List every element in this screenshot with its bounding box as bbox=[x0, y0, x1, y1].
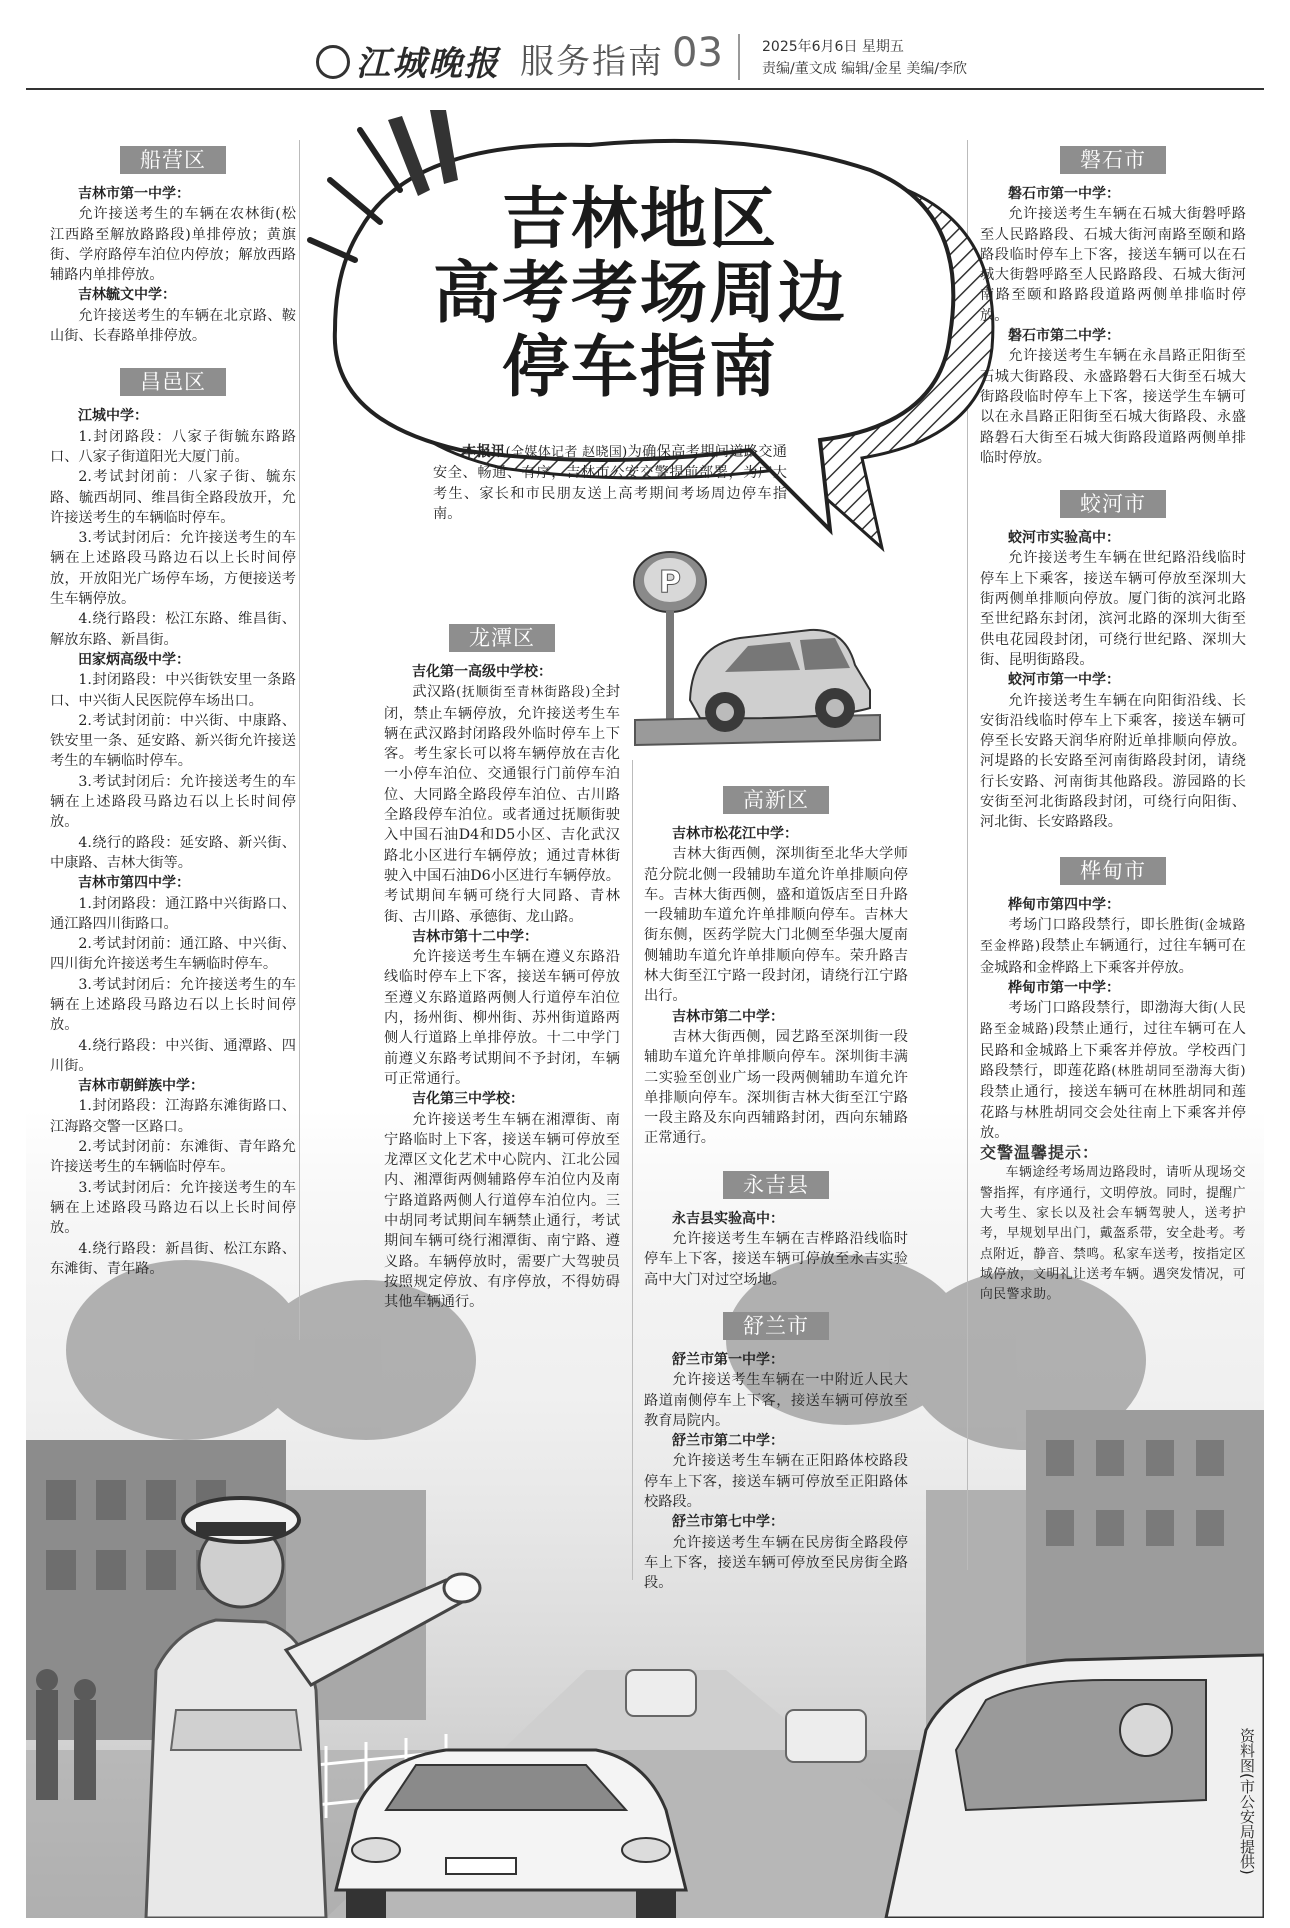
page-headline bbox=[360, 182, 920, 404]
lede-paragraph bbox=[433, 442, 787, 524]
paragraph: 允许接送考生车辆在永昌路正阳街至石城大街路段、永盛路磐石大街至石城大街路段临时停车上下客，接送学生车辆可以在永昌路正阳街至石城大街路段、永盛路磐石大街至石城大街路段道路两侧单排临时停放。 bbox=[980, 348, 1246, 466]
paragraph: 3.考试封闭后：允许接送考生的车辆在上述路段马路边石以上长时间停放，开放阳光广场停车场，方便接送考生车辆停放。 bbox=[50, 530, 296, 608]
school-heading: 蛟河市第一中学： bbox=[1008, 672, 1120, 689]
column-center-right bbox=[644, 786, 908, 1594]
logo-emblem-icon bbox=[316, 45, 350, 79]
paragraph: 3.考试封闭后：允许接送考生的车辆在上述路段马路边石以上长时间停放。 bbox=[50, 976, 296, 1034]
paragraph-note: (抚顺街至青林街路段) bbox=[456, 685, 591, 701]
paragraph bbox=[384, 682, 620, 927]
paragraph-text: 段禁止通行，接送车辆可在林胜胡同和莲花路与林胜胡同交会处往南上下乘客并停放。 bbox=[980, 1084, 1246, 1141]
school-heading: 磐石市第二中学： bbox=[1008, 328, 1120, 345]
paragraph: 3.考试封闭后：允许接送考生的车辆在上述路段马路边石以上长时间停放。 bbox=[50, 773, 296, 831]
traffic-police-tip-title: 交警温馨提示： bbox=[980, 1143, 1100, 1163]
paragraph: 2.考试封闭前：通江路、中兴街、四川街允许接送考生车辆临时停车。 bbox=[50, 936, 296, 973]
school-heading: 桦甸市第四中学： bbox=[1008, 896, 1120, 913]
paragraph-text: 考场门口路段禁行，即长胜街 bbox=[1008, 916, 1200, 933]
paragraph: 1.封闭路段：江海路东滩街路口、江海路交警一区路口。 bbox=[50, 1098, 296, 1135]
editor-credits: 责编/董文成 编辑/金星 美编/李欣 bbox=[762, 61, 968, 77]
paragraph: 允许接送考生车辆在世纪路沿线临时停车上下乘客，接送车辆可停放至深圳大街两侧单排顺向停放。厦门街的滨河北路至世纪路东封闭，滨河北路的深圳大街至供电花园段封闭，可绕行世纪路、深圳大街、昆明街路段。 bbox=[980, 550, 1246, 668]
district-gaoxin: 高新区 bbox=[723, 786, 829, 814]
logo-text: 江城晚报 bbox=[356, 44, 500, 84]
paragraph: 允许接送考生车辆在一中附近人民大路道南侧停车上下客，接送车辆可停放至教育局院内。 bbox=[644, 1372, 908, 1429]
paragraph: 允许接送考生车辆在湘潭街、南宁路临时上下客，接送车辆可停放至龙潭区文化艺术中心院内、江北公园内、湘潭街两侧辅路停车泊位内及南宁路道路两侧人行道停车泊位内。三中胡同考试期间车辆禁止通行，考试期间车辆可绕行湘潭街、南宁路、遵义路。车辆停放时，需要广大驾驶员按照规定停放、有序停放，不得妨碍其他车辆通行。 bbox=[384, 1111, 620, 1311]
column-right bbox=[980, 146, 1246, 1306]
paragraph bbox=[980, 998, 1246, 1143]
paragraph: 4.绕行的路段：延安路、新兴街、中康路、吉林大街等。 bbox=[50, 834, 296, 871]
school-heading: 吉林市第二中学： bbox=[672, 1008, 784, 1025]
school-heading: 桦甸市第一中学： bbox=[1008, 979, 1120, 996]
paragraph-note: (人民路至金城路) bbox=[980, 1001, 1246, 1038]
paragraph: 吉林大街西侧，园艺路至深圳街一段辅助车道允许单排顺向停车。深圳街丰满二实验至创业广场一段两侧辅助车道允许单排顺向停车。深圳街吉林大街至江宁路一段主路及东向西辅路封闭，西向东辅路正常通行。 bbox=[644, 1028, 908, 1147]
paragraph-note: (林胜胡同至渤海大街) bbox=[1111, 1063, 1246, 1079]
paragraph: 1.封闭路段：八家子街毓东路路口、八家子街道阳光大厦门前。 bbox=[50, 428, 296, 465]
lede-text: 为确保高考期间道路交通安全、畅通、有序，吉林市公安交警提前部署，为广大考生、家长和市民朋友送上高考期间考场周边停车指南。 bbox=[433, 444, 787, 522]
paragraph-text: 武汉路 bbox=[412, 684, 457, 701]
school-heading: 吉林市第四中学： bbox=[78, 875, 190, 892]
school-heading: 田家炳高级中学： bbox=[78, 651, 190, 668]
parking-p-icon: P bbox=[659, 565, 681, 600]
paragraph: 吉林大街西侧，深圳街至北华大学师范分院北侧一段辅助车道允许单排顺向停车。吉林大街西侧，盛和道饭店至日升路一段辅助车道允许单排顺向停车。吉林大街东侧，医药学院大门北侧至华强大厦南侧辅助车道允许单排顺向停车。荣升路吉林大街至江宁路一段封闭，请绕行江宁路出行。 bbox=[644, 846, 908, 1005]
school-heading: 舒兰市第二中学： bbox=[672, 1433, 784, 1450]
paragraph: 允许接送考生车辆在正阳路体校路段停车上下客，接送车辆可停放至正阳路体校路段。 bbox=[644, 1453, 908, 1511]
school-heading: 江城中学： bbox=[78, 408, 148, 425]
school-heading: 舒兰市第一中学： bbox=[672, 1351, 784, 1368]
school-heading: 吉化第三中学校： bbox=[412, 1091, 524, 1108]
school-heading: 吉林市松花江中学： bbox=[672, 826, 798, 842]
lede-byline: (全媒体记者 赵晓国) bbox=[505, 445, 628, 460]
masthead bbox=[0, 0, 1290, 92]
paragraph: 允许接送考生车辆在遵义东路沿线临时停车上下客，接送车辆可停放至遵义东路道路两侧人行道停车泊位内，扬州街、柳州街、苏州街道路两侧人行道路上单排停放。十二中学门前遵义东路考试期间不予封闭，车辆可正常通行。 bbox=[384, 949, 620, 1087]
paragraph: 2.考试封闭前：东滩街、青年路允许接送考生的车辆临时停车。 bbox=[50, 1139, 296, 1176]
paragraph: 4.绕行路段：松江东路、维昌街、解放东路、新昌街。 bbox=[50, 611, 296, 648]
paragraph: 4.绕行路段：新昌街、松江东路、东滩街、青年路。 bbox=[50, 1240, 296, 1277]
district-longtan: 龙潭区 bbox=[449, 624, 555, 652]
issue-date: 2025年6月6日 星期五 bbox=[762, 39, 904, 55]
paragraph: 2.考试封闭前：中兴街、中康路、铁安里一条、延安路、新兴街允许接送考生的车辆临时停车。 bbox=[50, 712, 296, 770]
paragraph-text: 段禁止通行，过往车辆可在人民路和金城路上下乘客并停放。学校西门路段禁行，即莲花路 bbox=[980, 1021, 1246, 1079]
page-number: 03 bbox=[672, 30, 723, 76]
school-heading: 蛟河市实验高中： bbox=[1008, 530, 1120, 547]
paragraph: 4.绕行路段：中兴街、通潭路、四川街。 bbox=[50, 1037, 296, 1074]
headline-line-1: 吉林地区 bbox=[502, 180, 778, 258]
school-heading: 吉林市朝鲜族中学： bbox=[78, 1078, 204, 1095]
district-panshi: 磐石市 bbox=[1060, 146, 1166, 174]
school-heading: 磐石市第一中学： bbox=[1008, 186, 1120, 202]
column-left bbox=[50, 146, 296, 1279]
column-rule bbox=[632, 760, 633, 1580]
lede-lead: 本报讯 bbox=[462, 444, 506, 460]
paragraph: 1.封闭路段：通江路中兴街路口、通江路四川街路口。 bbox=[50, 895, 296, 932]
district-huadian: 桦甸市 bbox=[1060, 857, 1166, 885]
district-shulan: 舒兰市 bbox=[723, 1312, 829, 1340]
masthead-divider bbox=[738, 34, 740, 80]
paragraph: 允许接送考生车辆在吉桦路沿线临时停车上下客，接送车辆可停放至永吉实验高中大门对过空场地。 bbox=[644, 1231, 908, 1288]
masthead-rule bbox=[26, 88, 1264, 90]
column-longtan bbox=[384, 624, 620, 1313]
paragraph-text: 段禁止车辆通行，过往车辆可在金城路和金桦路上下乘客并停放。 bbox=[980, 938, 1246, 976]
school-heading: 吉林市第十二中学： bbox=[412, 928, 538, 945]
school-heading: 吉林毓文中学： bbox=[78, 287, 176, 304]
newspaper-logo bbox=[316, 36, 502, 84]
paragraph: 3.考试封闭后：允许接送考生的车辆在上述路段马路边石以上长时间停放。 bbox=[50, 1179, 296, 1237]
traffic-police-tip-text: 车辆途经考场周边路段时，请听从现场交警指挥，有序通行，文明停放。同时，提醒广大考生、家长以及社会车辆驾驶人，送考护考，早规划早出门，戴盔系带，安全赴考。考点附近，静音、禁鸣。私家车送考，按指定区域停放，文明礼让送考车辆。遇突发情况，可向民警求助。 bbox=[980, 1165, 1246, 1303]
school-heading: 吉化第一高级中学校： bbox=[412, 664, 552, 680]
headline-line-3: 停车指南 bbox=[502, 328, 778, 406]
district-jiaohe: 蛟河市 bbox=[1060, 490, 1166, 518]
school-heading: 舒兰市第七中学： bbox=[672, 1514, 784, 1531]
paragraph: 允许接送考生的车辆在北京路、鞍山街、长春路单排停放。 bbox=[50, 307, 296, 345]
section-name: 服务指南 bbox=[520, 42, 664, 82]
district-changyi: 昌邑区 bbox=[120, 368, 226, 396]
paragraph-note: (金城路至金桦路) bbox=[980, 917, 1246, 955]
paragraph bbox=[980, 915, 1246, 978]
paragraph: 1.封闭路段：中兴街铁安里一条路口、中兴街人民医院停车场出口。 bbox=[50, 672, 296, 709]
paragraph-text: 考场门口路段禁行，即渤海大街 bbox=[1008, 1000, 1214, 1017]
school-heading: 永吉县实验高中： bbox=[672, 1210, 784, 1227]
paragraph-text: 全封闭，禁止车辆停放，允许接送考生车辆在武汉路封闭路段外临时停车上下客。考生家长可以将车辆停放在吉化一小停车泊位、交通银行门前停车泊位、大同路全路段停车泊位、古川路全路段停车泊位。或者通过抚顺街驶入中国石油D4和D5小区、吉化武汉路北小区进行车辆停放；通过青林街驶入中国石油D6小区进行车辆停放。考试期间车辆可绕行大同路、青林街、古川路、承德街、龙山路。 bbox=[384, 684, 620, 925]
paragraph: 允许接送考生车辆在向阳街沿线、长安街沿线临时停车上下乘客，接送车辆可停至长安路天润华府附近单排顺向停放。河堤路的长安路至河南街路段封闭，请绕行长安路、河南街其他路段。游园路的长安街至河北街路段封闭，可绕行向阳街、河北街、长安路路段。 bbox=[980, 692, 1246, 831]
paragraph: 允许接送考生车辆在民房街全路段停车上下客，接送车辆可停放至民房街全路段。 bbox=[644, 1534, 908, 1592]
parking-car-illustration bbox=[630, 550, 890, 760]
paragraph: 允许接送考生车辆在石城大街磐呼路至人民路路段、石城大街河南路至颐和路路段临时停车上下客，接送车辆可以在石城大街磐呼路至人民路路段、石城大街河南路至颐和路路段道路两侧单排临时停放。 bbox=[980, 206, 1246, 324]
district-yongji: 永吉县 bbox=[723, 1171, 829, 1199]
paragraph: 允许接送考生的车辆在农林街(松江西路至解放路路段)单排停放；黄旗街、学府路停车泊位内停放；解放西路辅路内单排停放。 bbox=[50, 206, 296, 284]
paragraph: 2.考试封闭前：八家子街、毓东路、毓西胡同、维昌街全路段放开，允许接送考生的车辆临时停车。 bbox=[50, 469, 296, 526]
district-chuanying: 船营区 bbox=[120, 146, 226, 174]
photo-credit: 资料图(市公安局提供) bbox=[1238, 1728, 1256, 1875]
school-heading: 吉林市第一中学： bbox=[78, 186, 190, 202]
headline-line-2: 高考考场周边 bbox=[433, 254, 847, 332]
